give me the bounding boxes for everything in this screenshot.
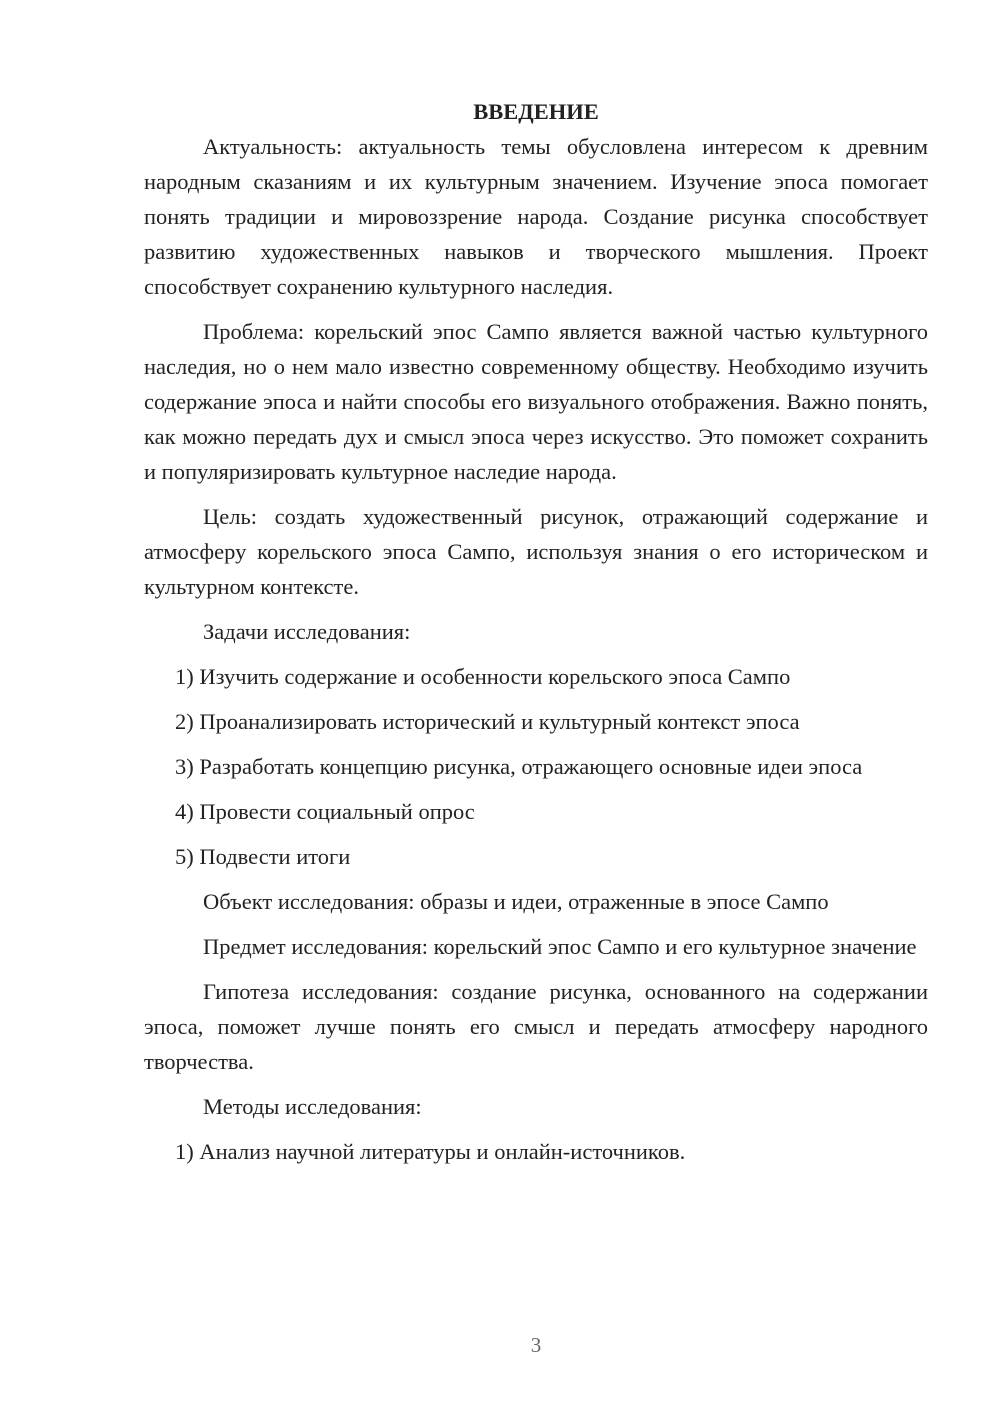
page-title: ВВЕДЕНИЕ <box>473 99 599 124</box>
document-page <box>144 94 928 1169</box>
task-item-5: 5) Подвести итоги <box>175 844 351 869</box>
goal-paragraph: Цель: создать художественный рисунок, отражающий содержание и атмосферу корельского эпоса Сампо, используя знания о его историческом и культурном контексте. <box>144 504 928 599</box>
methods-heading: Методы исследования: <box>203 1094 422 1119</box>
task-item-2: 2) Проанализировать исторический и культурный контекст эпоса <box>175 709 800 734</box>
method-item-1: 1) Анализ научной литературы и онлайн-источников. <box>175 1139 686 1164</box>
problem-paragraph: Проблема: корельский эпос Сампо является важной частью культурного наследия, но о нем мало известно современному обществу. Необходимо изучить содержание эпоса и найти способы его визуального отображения. Важно понять, как можно передать дух и смысл эпоса через искусство. Это поможет сохранить и популяризировать культурное наследие народа. <box>144 319 928 484</box>
subject-paragraph: Предмет исследования: корельский эпос Сампо и его культурное значение <box>203 934 917 959</box>
hypothesis-paragraph: Гипотеза исследования: создание рисунка, основанного на содержании эпоса, поможет лучше понять его смысл и передать атмосферу народного творчества. <box>144 979 928 1074</box>
object-paragraph: Объект исследования: образы и идеи, отраженные в эпосе Сампо <box>203 889 829 914</box>
task-item-3: 3) Разработать концепцию рисунка, отражающего основные идеи эпоса <box>175 754 863 779</box>
task-item-1: 1) Изучить содержание и особенности корельского эпоса Сампо <box>175 664 791 689</box>
task-item-4: 4) Провести социальный опрос <box>175 799 475 824</box>
relevance-paragraph: Актуальность: актуальность темы обусловлена интересом к древним народным сказаниям и их культурным значением. Изучение эпоса помогает понять традиции и мировоззрение народа. Создание рисунка способствует развитию художественных навыков и творческого мышления. Проект способствует сохранению культурного наследия. <box>144 134 928 299</box>
tasks-heading: Задачи исследования: <box>203 619 411 644</box>
page-number: 3 <box>530 1333 542 1357</box>
